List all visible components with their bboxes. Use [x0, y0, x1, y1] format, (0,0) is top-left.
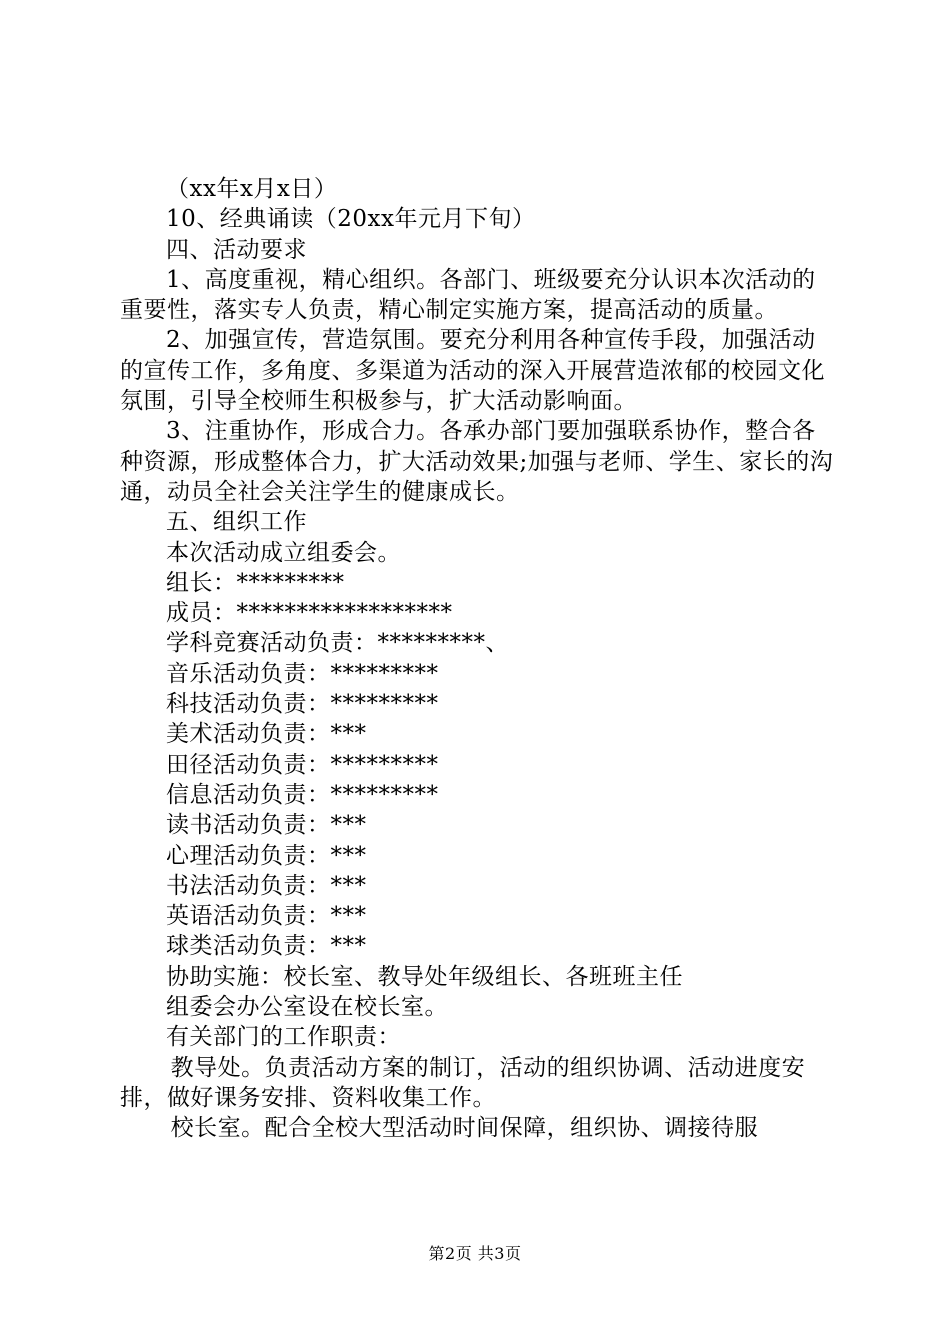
committee-statement: 本次活动成立组委会。	[166, 539, 401, 566]
assisting-parties: 协助实施：校长室、教导处年级组长、各班班主任	[166, 963, 683, 990]
responsible-art: 美术活动负责：***	[166, 721, 367, 748]
responsible-ball-games: 球类活动负责：***	[166, 933, 367, 960]
responsible-calligraphy: 书法活动负责：***	[166, 872, 367, 899]
leader-line: 组长：*********	[166, 569, 345, 596]
responsible-subject-contest: 学科竞赛活动负责：*********、	[166, 630, 509, 657]
section-heading-requirements: 四、活动要求	[166, 236, 307, 263]
requirement-3-paragraph: 3、注重协作，形成合力。各承办部门要加强联系协作，整合各种资源，形成整体合力，扩大活动效果;加强与老师、学生、家长的沟通，动员全社会关注学生的健康成长。	[120, 418, 834, 505]
requirement-1-paragraph: 1、高度重视，精心组织。各部门、班级要充分认识本次活动的重要性，落实专人负责，精心制定实施方案，提高活动的质量。	[120, 266, 816, 324]
responsible-music: 音乐活动负责：*********	[166, 660, 439, 687]
date-line: （xx年x月x日）	[166, 176, 338, 202]
responsible-english: 英语活动负责：***	[166, 903, 367, 930]
responsible-information: 信息活动负责：*********	[166, 781, 439, 808]
item-10-classic-reading: 10、经典诵读（20xx年元月下旬）	[166, 206, 536, 233]
members-line: 成员：******************	[166, 600, 453, 627]
responsible-technology: 科技活动负责：*********	[166, 691, 439, 718]
section-heading-organization: 五、组织工作	[166, 509, 307, 536]
office-location: 组委会办公室设在校长室。	[166, 994, 448, 1021]
duty-academic-office: 教导处。负责活动方案的制订，活动的组织协调、活动进度安排，做好课务安排、资料收集工作。	[120, 1054, 806, 1111]
page-footer	[0, 1244, 950, 1264]
responsible-reading: 读书活动负责：***	[166, 812, 367, 839]
responsible-psychology: 心理活动负责：***	[166, 842, 367, 869]
duty-principal-office: 校长室。配合全校大型活动时间保障，组织协、调接待服	[170, 1115, 759, 1142]
requirement-2-paragraph: 2、加强宣传，营造氛围。要充分利用各种宣传手段，加强活动的宣传工作，多角度、多渠道为活动的深入开展营造浓郁的校园文化氛围，引导全校师生积极参与，扩大活动影响面。	[120, 327, 825, 415]
document-body	[120, 174, 835, 1144]
page-number: 第2页 共3页	[428, 1244, 522, 1263]
duties-heading: 有关部门的工作职责：	[166, 1024, 401, 1051]
responsible-track-field: 田径活动负责：*********	[166, 751, 439, 778]
